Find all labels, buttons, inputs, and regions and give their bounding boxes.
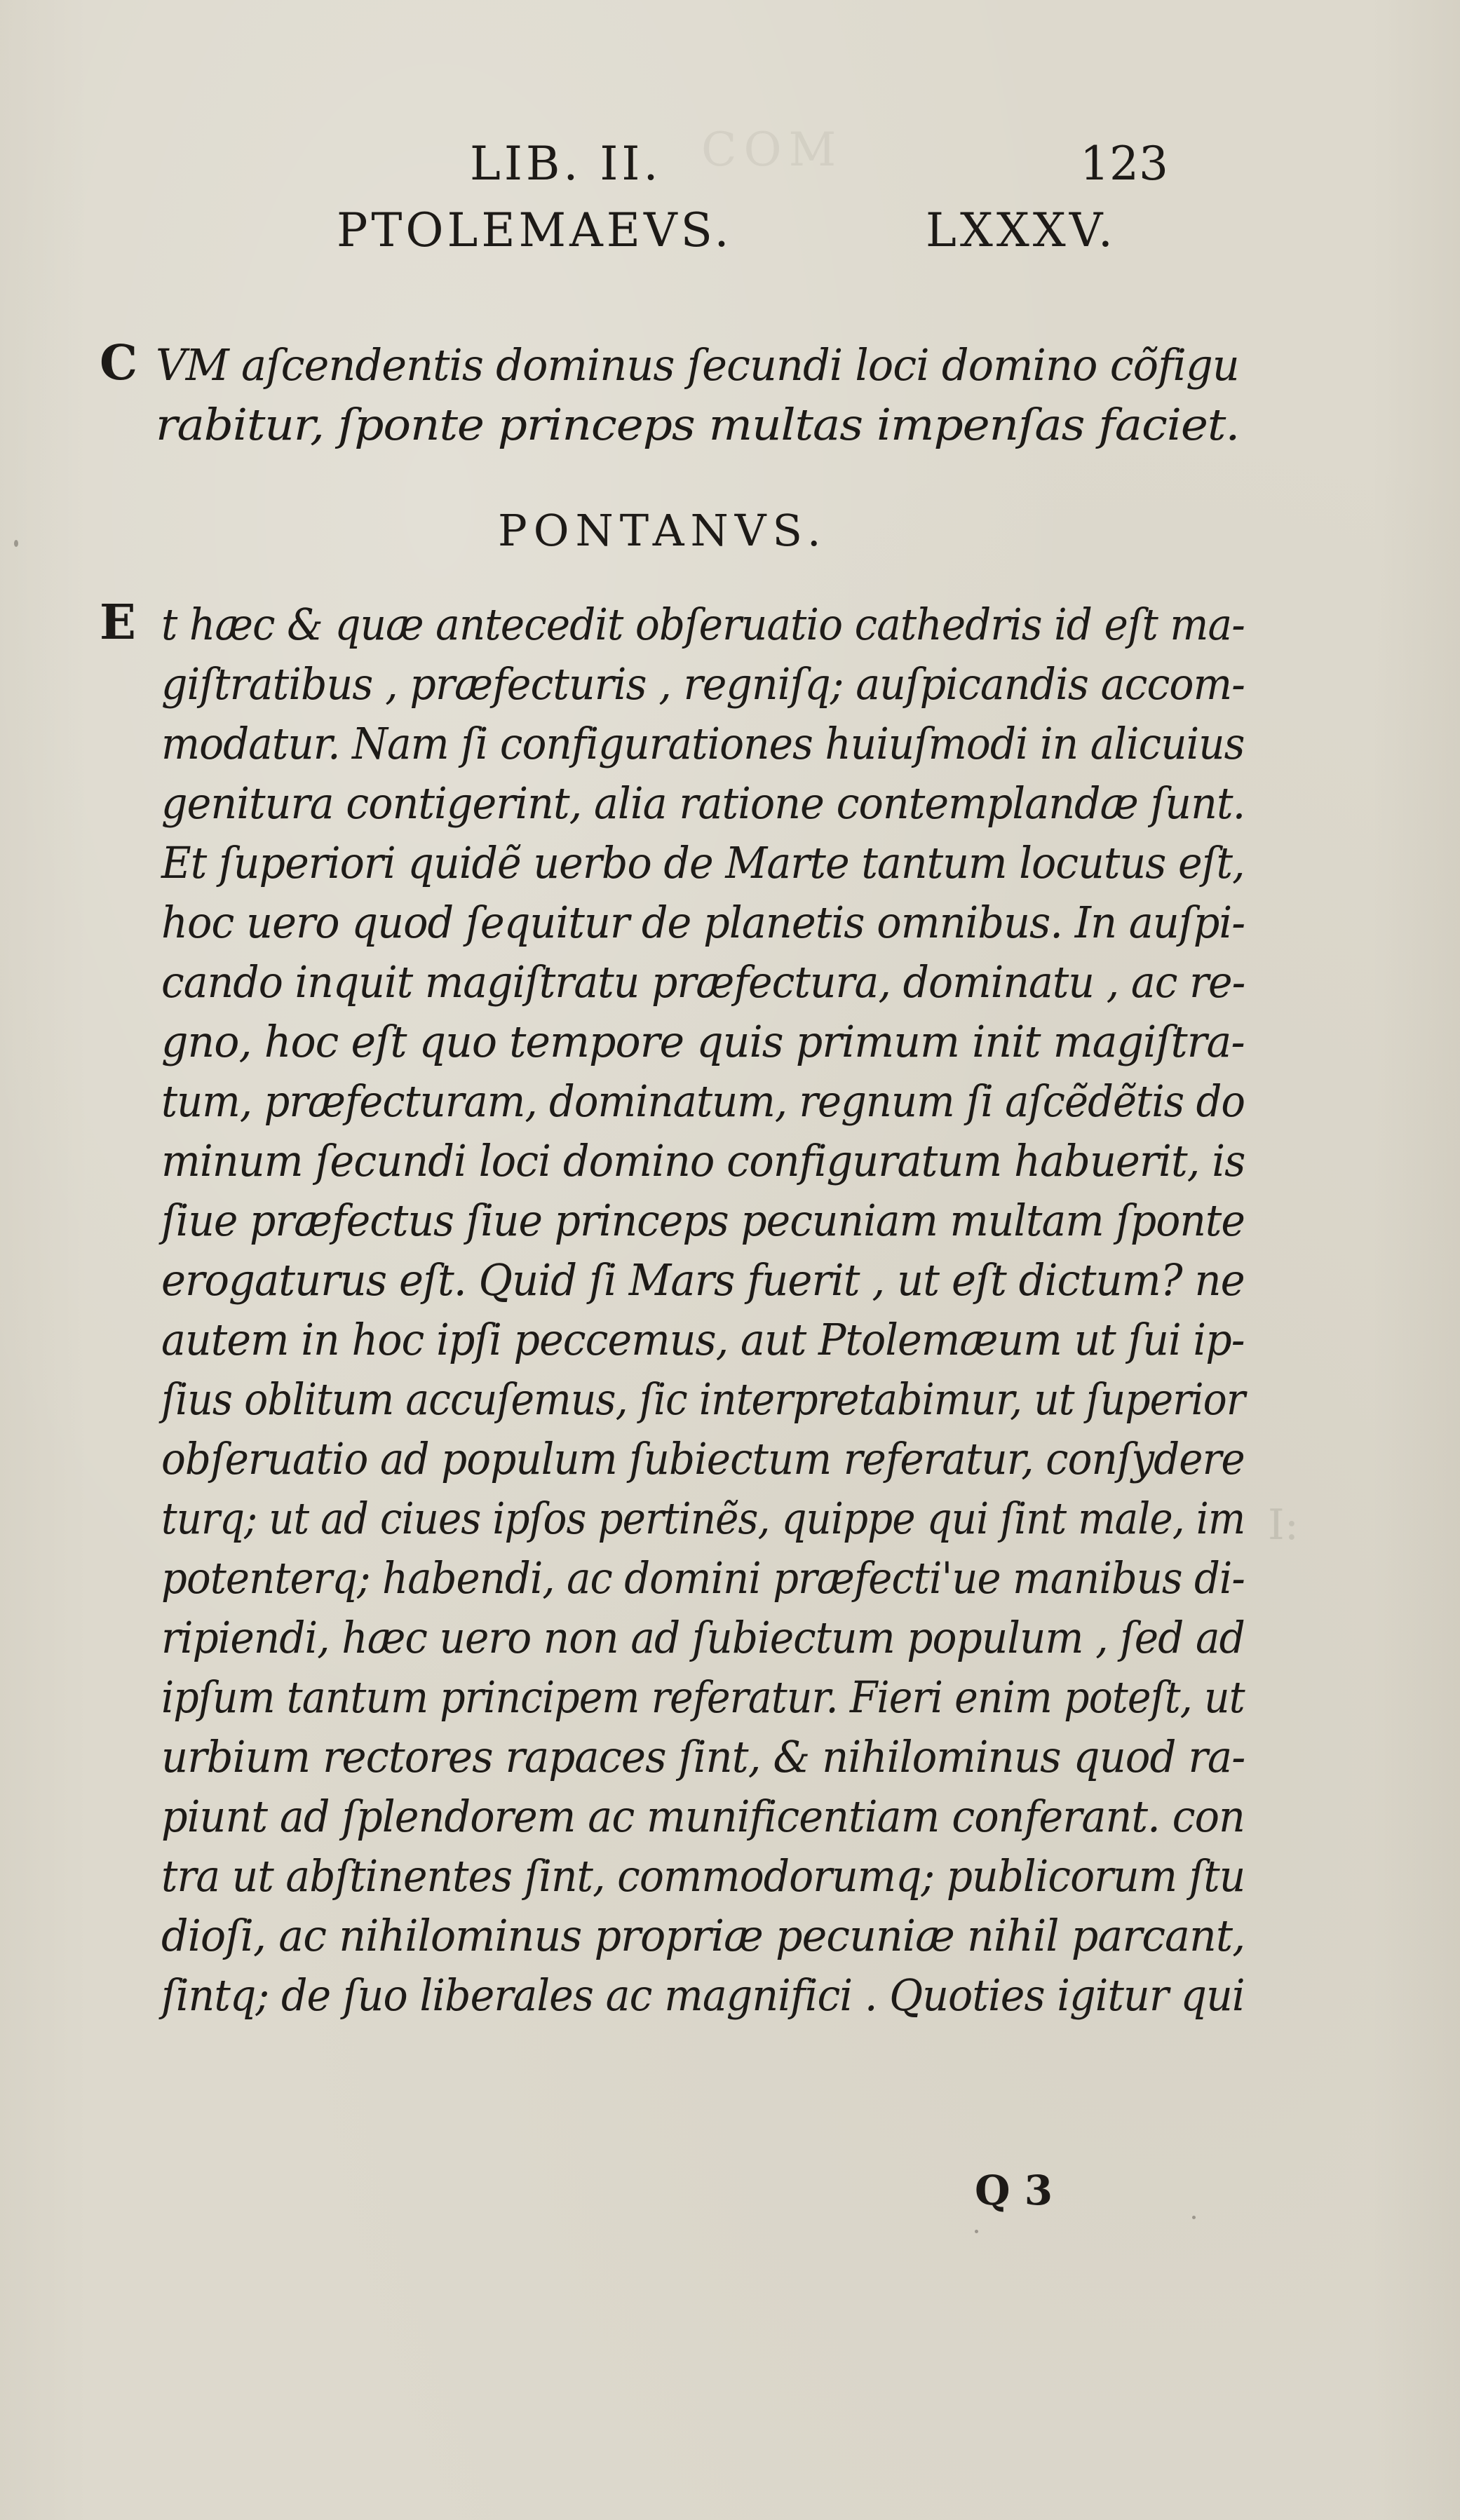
commentary-line: cando inquit magiſtratu præfectura, dominatu , ac re- bbox=[161, 956, 1245, 1008]
commentary-line: giſtratibus , præfecturis , regniſq; auſpicandis accom- bbox=[161, 658, 1245, 710]
commentary-line: genitura contigerint, alia ratione contemplandæ ſunt. bbox=[161, 778, 1245, 829]
lemma-line: rabitur, ſponte princeps multas impenſas faciet. bbox=[156, 399, 1240, 450]
lemma-line: VM aſcendentis dominus ſecundi loci domino cõfigu bbox=[156, 339, 1239, 391]
commentary-line: ripiendi, hæc uero non ad ſubiectum populum , ſed ad bbox=[161, 1612, 1245, 1663]
commentary-heading: PONTANVS. bbox=[498, 505, 827, 556]
commentary-line: turq; ut ad ciues ipſos pertinẽs, quippe qui ſint male, im bbox=[161, 1493, 1245, 1544]
page-speck bbox=[1192, 2216, 1196, 2219]
lemma-initial: C bbox=[100, 335, 138, 391]
show-through-text: COM bbox=[701, 123, 844, 177]
commentary-line: tum, præfecturam, dominatum, regnum ſi aſcẽdẽtis do bbox=[161, 1076, 1245, 1127]
page-speck bbox=[975, 2230, 978, 2233]
commentary-line: ſiue præfectus ſiue princeps pecuniam multam ſponte bbox=[161, 1195, 1245, 1246]
running-head-author: PTOLEMAEVS. bbox=[337, 203, 733, 257]
commentary-line: erogaturus eſt. Quid ſi Mars fuerit , ut eſt dictum? ne bbox=[161, 1254, 1245, 1306]
commentary-line: Et ſuperiori quidẽ uerbo de Marte tantum locutus eſt, bbox=[161, 837, 1245, 888]
commentary-line: modatur. Nam ſi configurationes huiuſmodi in alicuius bbox=[161, 718, 1245, 769]
commentary-line: ſintq; de ſuo liberales ac magnifici . Quoties igitur qui bbox=[161, 1970, 1245, 2021]
commentary-initial: E bbox=[100, 595, 136, 651]
commentary-line: t hæc & quæ antecedit obſeruatio cathedris id eſt ma- bbox=[161, 599, 1245, 650]
page-speck bbox=[14, 540, 18, 547]
commentary-line: obſeruatio ad populum ſubiectum referatur, conſydere bbox=[161, 1433, 1245, 1484]
commentary-line: dioſi, ac nihilominus propriæ pecuniæ nihil parcant, bbox=[161, 1910, 1245, 1961]
signature-mark: Q 3 bbox=[975, 2167, 1053, 2214]
commentary-line: hoc uero quod ſequitur de planetis omnibus. In auſpi- bbox=[161, 897, 1245, 948]
commentary-line: tra ut abſtinentes ſint, commodorumq; publicorum ſtu bbox=[161, 1850, 1245, 1902]
commentary-line: urbium rectores rapaces ſint, & nihilominus quod ra- bbox=[161, 1731, 1245, 1782]
running-head-book: LIB. II. bbox=[470, 137, 662, 191]
commentary-line: autem in hoc ipſi peccemus, aut Ptolemæum ut ſui ip- bbox=[161, 1314, 1245, 1365]
commentary-line: ipſum tantum principem referatur. Fieri enim poteſt, ut bbox=[161, 1672, 1245, 1723]
commentary-line: gno, hoc eſt quo tempore quis primum init magiſtra- bbox=[161, 1016, 1245, 1067]
commentary-line: minum ſecundi loci domino configuratum habuerit, is bbox=[161, 1135, 1245, 1186]
commentary-line: ſius oblitum accuſemus, ſic interpretabimur, ut ſuperior bbox=[161, 1374, 1245, 1425]
folio-number: 123 bbox=[1080, 137, 1168, 191]
aphorism-number: LXXXV. bbox=[926, 203, 1116, 257]
commentary-line: potenterq; habendi, ac domini præfecti'ue manibus di- bbox=[161, 1552, 1245, 1604]
margin-show-through: I: bbox=[1268, 1501, 1299, 1550]
commentary-line: piunt ad ſplendorem ac munificentiam conferant. con bbox=[161, 1791, 1245, 1842]
